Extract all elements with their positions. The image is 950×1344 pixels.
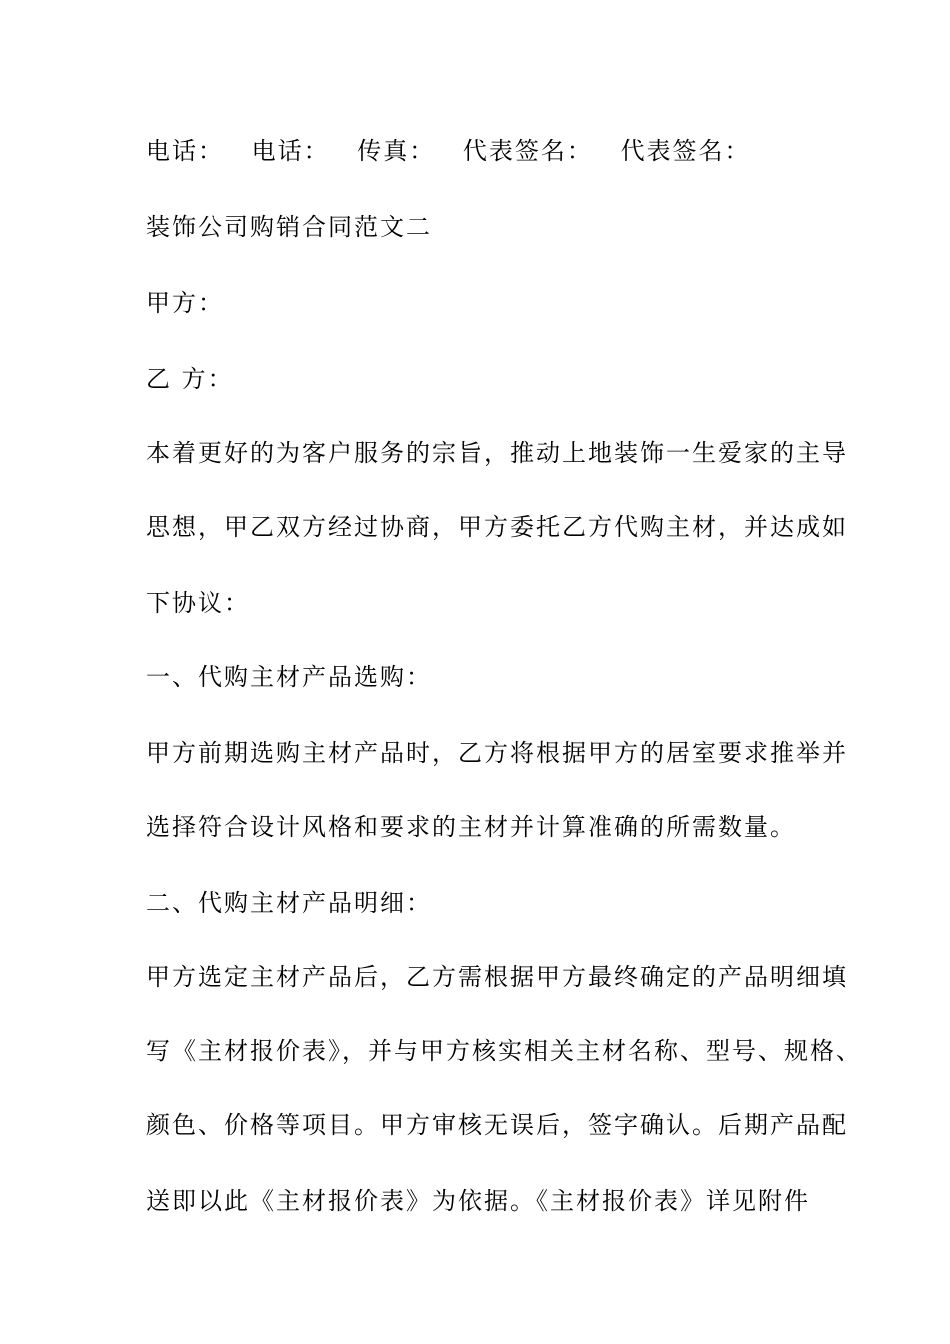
section-heading-1: 一、代购主材产品选购：	[146, 663, 432, 691]
paragraph-line: 思想，甲乙双方经过协商，甲方委托乙方代购主材，并达成如	[146, 513, 848, 541]
paragraph-line: 选择符合设计风格和要求的主材并计算准确的所需数量。	[146, 813, 796, 841]
fax-label: 传真：	[357, 137, 436, 165]
contact-fields-row	[146, 136, 769, 166]
section-heading-2: 二、代购主材产品明细：	[146, 889, 432, 917]
phone-label-1: 电话：	[146, 137, 224, 165]
paragraph-line: 下协议：	[146, 589, 250, 617]
paragraph-line: 甲方前期选购主材产品时，乙方将根据甲方的居室要求推举并	[146, 739, 848, 767]
paragraph-line: 本着更好的为客户服务的宗旨，推动上地装饰一生爱家的主导	[146, 439, 848, 467]
phone-label-2: 电话：	[251, 137, 330, 165]
paragraph-line: 颜色、价格等项目。甲方审核无误后，签字确认。后期产品配	[146, 1111, 848, 1139]
party-a-label: 甲方：	[146, 289, 224, 317]
paragraph-line: 甲方选定主材产品后，乙方需根据甲方最终确定的产品明细填	[146, 963, 848, 991]
paragraph-line: 送即以此《主材报价表》为依据。《主材报价表》详见附件	[146, 1187, 810, 1215]
party-b-label: 乙 方：	[146, 365, 234, 393]
paragraph-line: 写《主材报价表》，并与甲方核实相关主材名称、型号、规格、	[146, 1037, 862, 1065]
representative-signature-label-2: 代表签名：	[620, 137, 751, 165]
document-title: 装饰公司购销合同范文二	[146, 213, 432, 241]
representative-signature-label-1: 代表签名：	[462, 137, 593, 165]
